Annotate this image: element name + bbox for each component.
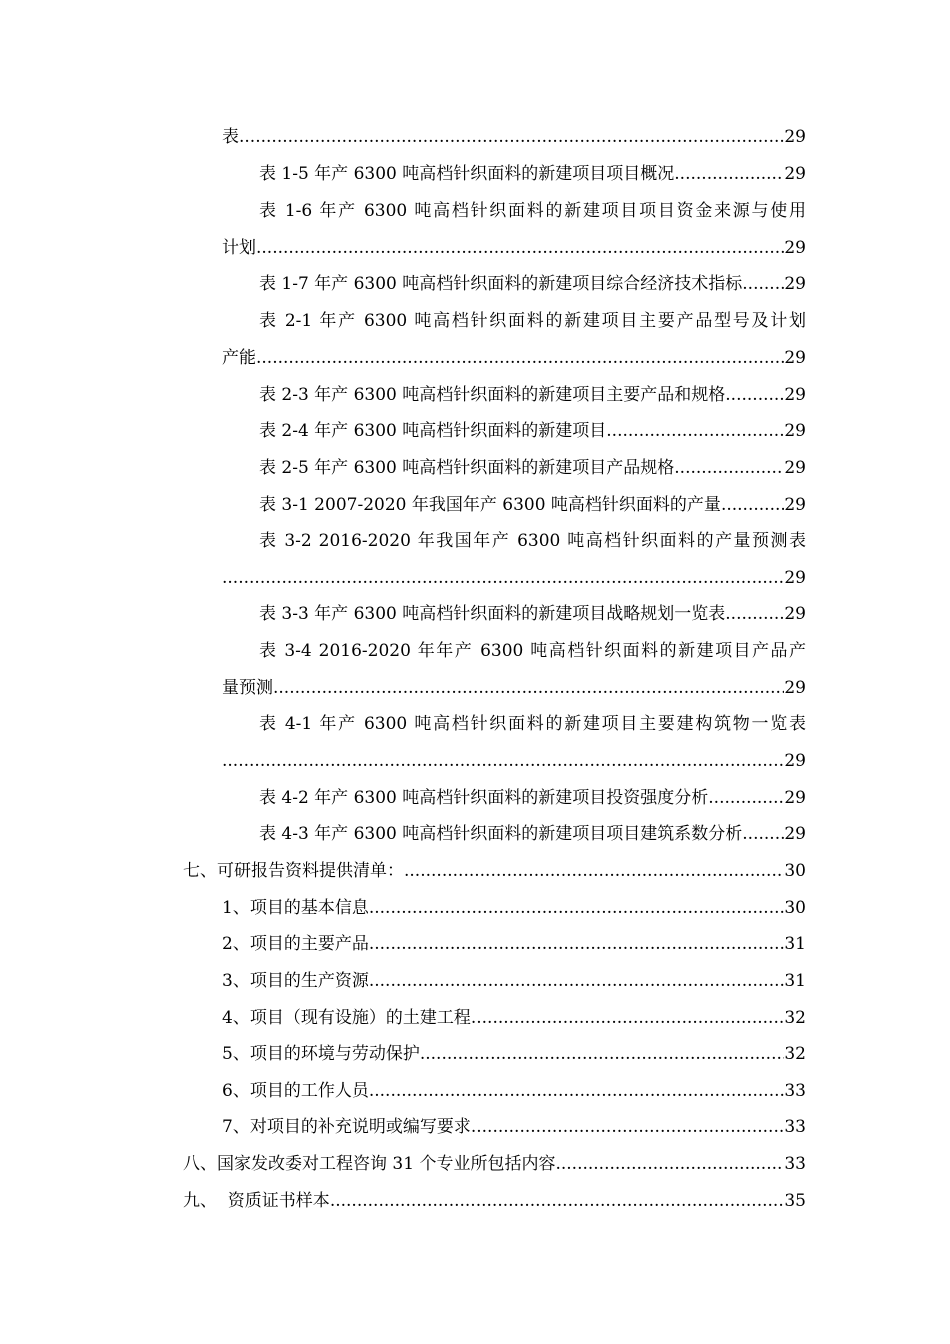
toc-entry-page: 30 — [784, 861, 806, 881]
toc-entry-title: 七、可研报告资料提供清单： — [183, 861, 404, 881]
toc-leader-dots — [222, 566, 784, 590]
toc-section-entry[interactable] — [183, 1189, 806, 1213]
toc-leader-dots — [369, 932, 785, 956]
toc-leader-dots — [725, 383, 784, 407]
toc-leader-dots — [471, 1006, 785, 1030]
toc-entry[interactable] — [222, 969, 806, 993]
toc-entry-page: 32 — [784, 1044, 806, 1064]
toc-leader-dots — [369, 969, 785, 993]
toc-leader-dots — [674, 162, 784, 186]
toc-leader-dots — [256, 236, 784, 260]
toc-entry[interactable] — [259, 383, 806, 407]
toc-entry[interactable] — [259, 272, 806, 296]
toc-entry-title: 表 4-3 年产 6300 吨高档针织面料的新建项目项目建筑系数分析 — [259, 824, 743, 844]
toc-leader-dots — [369, 896, 785, 920]
toc-section-entry[interactable] — [183, 859, 806, 883]
toc-entry-title: 表 1-5 年产 6300 吨高档针织面料的新建项目项目概况 — [259, 164, 675, 184]
toc-entry-wrapped-first-line[interactable] — [259, 309, 806, 333]
toc-leader-dots — [404, 859, 784, 883]
toc-leader-dots — [420, 1042, 785, 1066]
toc-entry-page: 35 — [784, 1191, 806, 1211]
toc-entry-title: 4、项目（现有设施）的土建工程 — [222, 1008, 471, 1028]
toc-entry-title: 量预测 — [222, 678, 273, 698]
toc-entry-page: 33 — [784, 1117, 806, 1137]
toc-entry[interactable] — [222, 1115, 806, 1139]
toc-section-entry[interactable] — [183, 1152, 806, 1176]
toc-entry-title: 表 1-6 年产 6300 吨高档针织面料的新建项目项目资金来源与使用 — [259, 201, 806, 221]
toc-leader-dots — [471, 1115, 785, 1139]
toc-entry-title: 表 3-1 2007-2020 年我国年产 6300 吨高档针织面料的产量 — [259, 495, 721, 515]
toc-entry-wrapped-first-line[interactable] — [259, 712, 806, 736]
toc-entry-page: 31 — [784, 934, 806, 954]
toc-entry-page: 29 — [784, 348, 806, 368]
toc-entry-title: 产能 — [222, 348, 256, 368]
toc-entry-page: 29 — [784, 127, 806, 147]
toc-entry-title: 表 2-3 年产 6300 吨高档针织面料的新建项目主要产品和规格 — [259, 385, 726, 405]
toc-leader-dots — [239, 125, 784, 149]
toc-entry-title: 7、对项目的补充说明或编写要求 — [222, 1117, 471, 1137]
toc-entry-wrapped-second-line[interactable] — [222, 346, 806, 370]
toc-entry-title: 八、国家发改委对工程咨询 31 个专业所包括内容 — [183, 1154, 556, 1174]
toc-entry-page: 29 — [784, 495, 806, 515]
toc-leader-dots — [725, 602, 784, 626]
toc-entry-page: 32 — [784, 1008, 806, 1028]
toc-entry-page: 29 — [784, 604, 806, 624]
toc-entry-page: 29 — [784, 274, 806, 294]
toc-entry[interactable] — [222, 896, 806, 920]
toc-leader-dots — [256, 346, 784, 370]
toc-entry-title: 表 3-3 年产 6300 吨高档针织面料的新建项目战略规划一览表 — [259, 604, 726, 624]
toc-entry-wrapped-second-line[interactable] — [222, 676, 806, 700]
toc-entry-title: 6、项目的工作人员 — [222, 1081, 369, 1101]
toc-entry-title: 表 3-2 2016-2020 年我国年产 6300 吨高档针织面料的产量预测表 — [259, 531, 806, 551]
toc-entry[interactable] — [222, 1042, 806, 1066]
toc-leader-dots — [555, 1152, 784, 1176]
toc-leader-dots — [369, 1079, 785, 1103]
toc-entry[interactable] — [259, 602, 806, 626]
toc-entry-page: 33 — [784, 1081, 806, 1101]
toc-entry-wrapped-first-line[interactable] — [259, 529, 806, 553]
toc-leader-dots — [273, 676, 784, 700]
toc-entry[interactable] — [259, 493, 806, 517]
toc-entry[interactable] — [259, 822, 806, 846]
toc-entry-title: 表 2-1 年产 6300 吨高档针织面料的新建项目主要产品型号及计划 — [259, 311, 806, 331]
toc-entry-title: 表 2-5 年产 6300 吨高档针织面料的新建项目产品规格 — [259, 458, 675, 478]
toc-entry[interactable] — [259, 162, 806, 186]
toc-entry-page: 30 — [784, 898, 806, 918]
toc-entry-page: 29 — [784, 385, 806, 405]
toc-entry-title: 表 1-7 年产 6300 吨高档针织面料的新建项目综合经济技术指标 — [259, 274, 743, 294]
toc-entry-page: 29 — [784, 824, 806, 844]
toc-entry[interactable] — [222, 125, 806, 149]
toc-leader-dots — [606, 419, 784, 443]
toc-leader-dots — [674, 456, 784, 480]
toc-entry[interactable] — [259, 786, 806, 810]
toc-entry-page: 29 — [784, 421, 806, 441]
toc-entry-title: 3、项目的生产资源 — [222, 971, 369, 991]
toc-entry-page: 29 — [784, 751, 806, 771]
toc-entry[interactable] — [259, 456, 806, 480]
toc-entry-title: 表 2-4 年产 6300 吨高档针织面料的新建项目 — [259, 421, 607, 441]
toc-entry-wrapped-second-line[interactable] — [222, 749, 806, 773]
toc-entry-title: 5、项目的环境与劳动保护 — [222, 1044, 420, 1064]
toc-entry-title: 表 4-2 年产 6300 吨高档针织面料的新建项目投资强度分析 — [259, 788, 709, 808]
toc-entry-title: 2、项目的主要产品 — [222, 934, 369, 954]
toc-leader-dots — [222, 749, 784, 773]
toc-entry-wrapped-first-line[interactable] — [259, 639, 806, 663]
toc-entry[interactable] — [259, 419, 806, 443]
toc-entry-wrapped-second-line[interactable] — [222, 236, 806, 260]
toc-entry-title: 计划 — [222, 238, 256, 258]
toc-leader-dots — [721, 493, 784, 517]
toc-entry[interactable] — [222, 1006, 806, 1030]
toc-entry-page: 29 — [784, 568, 806, 588]
toc-entry-page: 33 — [784, 1154, 806, 1174]
toc-entry-title: 表 3-4 2016-2020 年年产 6300 吨高档针织面料的新建项目产品产 — [259, 641, 806, 661]
toc-entry-wrapped-second-line[interactable] — [222, 566, 806, 590]
toc-entry-title: 九、 资质证书样本 — [183, 1191, 330, 1211]
toc-leader-dots — [330, 1189, 785, 1213]
toc-leader-dots — [742, 822, 784, 846]
toc-entry-page: 29 — [784, 238, 806, 258]
toc-entry-title: 1、项目的基本信息 — [222, 898, 369, 918]
toc-entry[interactable] — [222, 932, 806, 956]
toc-entry[interactable] — [222, 1079, 806, 1103]
toc-leader-dots — [708, 786, 784, 810]
toc-entry-wrapped-first-line[interactable] — [259, 199, 806, 223]
toc-leader-dots — [742, 272, 784, 296]
toc-entry-page: 31 — [784, 971, 806, 991]
toc-entry-title: 表 — [222, 127, 239, 147]
toc-entry-page: 29 — [784, 678, 806, 698]
toc-entry-page: 29 — [784, 164, 806, 184]
toc-entry-page: 29 — [784, 458, 806, 478]
toc-entry-page: 29 — [784, 788, 806, 808]
toc-entry-title: 表 4-1 年产 6300 吨高档针织面料的新建项目主要建构筑物一览表 — [259, 714, 806, 734]
